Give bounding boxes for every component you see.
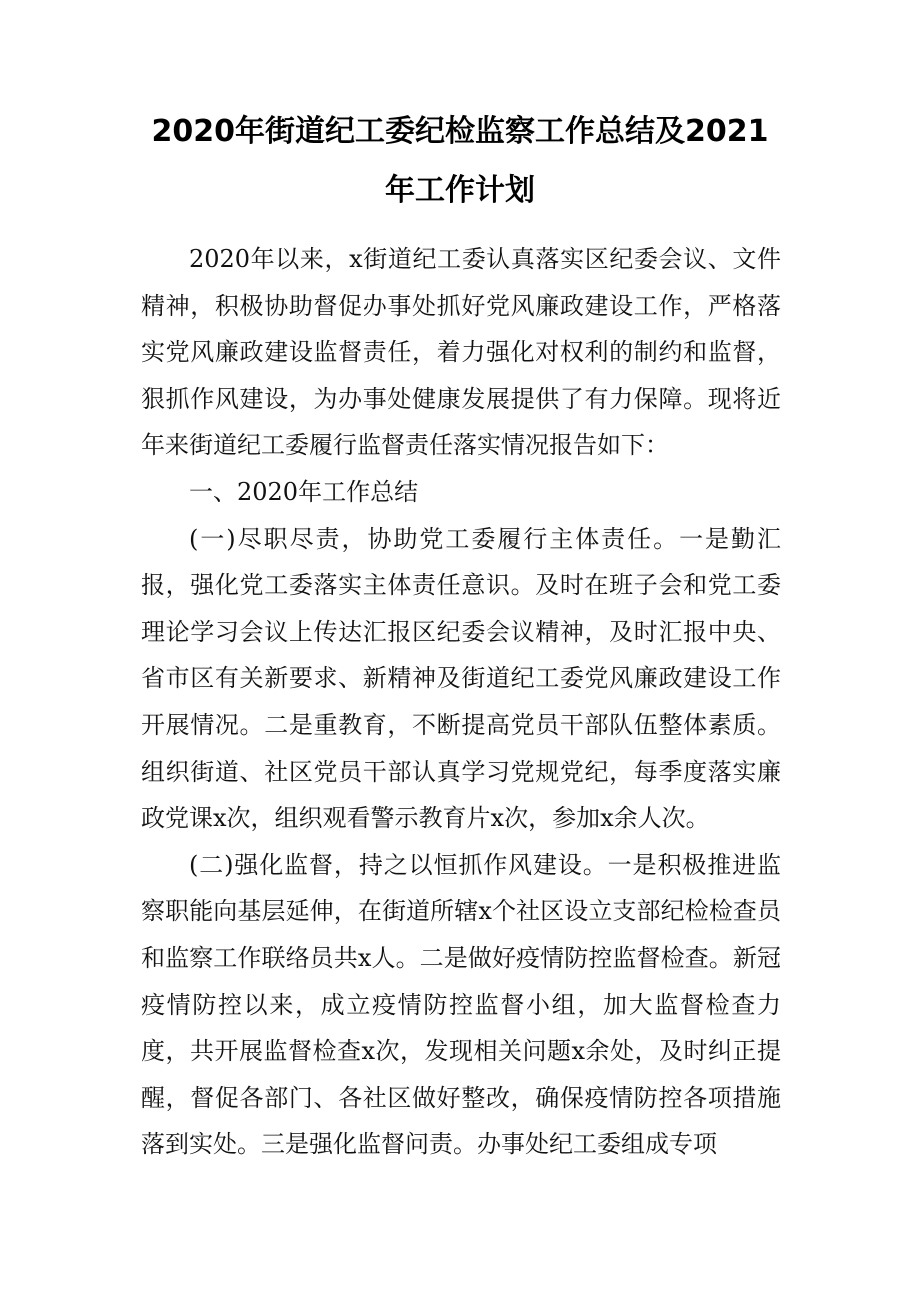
document-body xyxy=(141,236,781,1168)
body-paragraph: (一)尽职尽责，协助党工委履行主体责任。一是勤汇报，强化党工委落实主体责任意识。及时在班子会和党工委理论学习会议上传达汇报区纪委会议精神，及时汇报中央、省市区有关新要求、新精神及街道纪工委党风廉政建设工作开展情况。二是重教育，不断提高党员干部队伍整体素质。组织街道、社区党员干部认真学习党规党纪，每季度落实廉政党课x次，组织观看警示教育片x次，参加x余人次。 xyxy=(141,524,781,833)
body-paragraph: (二)强化监督，持之以恒抓作风建设。一是积极推进监察职能向基层延伸，在街道所辖x个社区设立支部纪检检查员和监察工作联络员共x人。二是做好疫情防控监督检查。新冠疫情防控以来，成立疫情防控监督小组，加大监督检查力度，共开展监督检查x次，发现相关问题x余处，及时纠正提醒，督促各部门、各社区做好整改，确保疫情防控各项措施落到实处。三是强化监督问责。办事处纪工委组成专项 xyxy=(141,850,781,1159)
intro-paragraph: 2020年以来，x街道纪工委认真落实区纪委会议、文件精神，积极协助督促办事处抓好党风廉政建设工作，严格落实党风廉政建设监督责任，着力强化对权利的制约和监督，狠抓作风建设，为办事处健康发展提供了有力保障。现将近年来街道纪工委履行监督责任落实情况报告如下： xyxy=(141,245,781,460)
document-title-line-2: 年工作计划 xyxy=(385,173,535,208)
document-title-line-1: 2020年街道纪工委纪检监察工作总结及2021 xyxy=(151,114,769,149)
section-heading: 一、2020年工作总结 xyxy=(189,477,419,506)
